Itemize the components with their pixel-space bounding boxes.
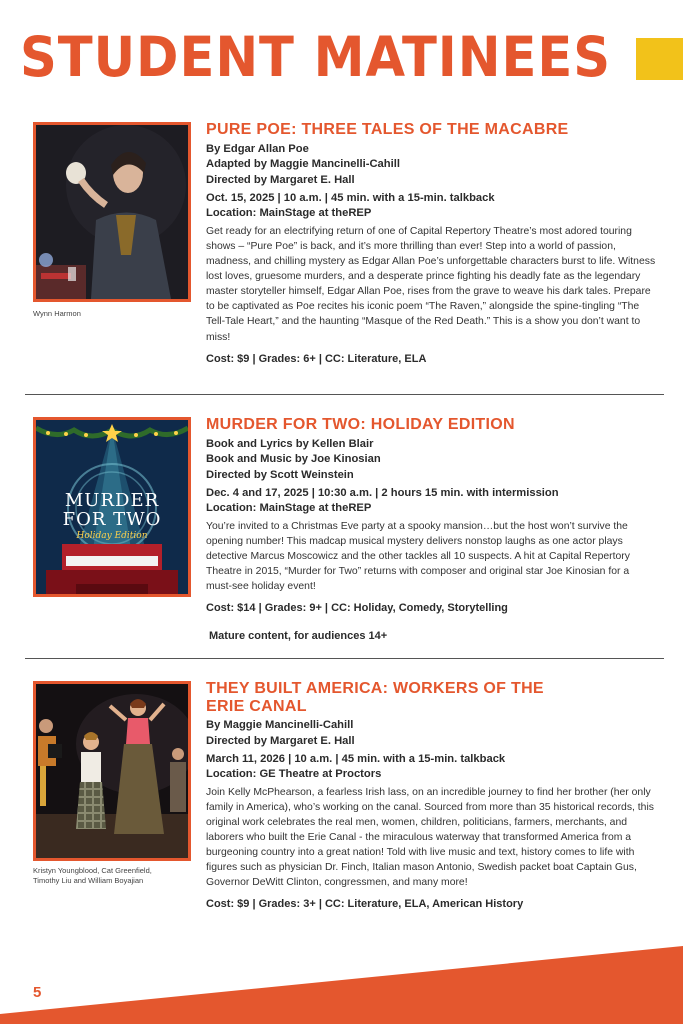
show-title: PURE POE: THREE TALES OF THE MACABRE: [206, 121, 569, 138]
page-title: STUDENT MATINEES: [20, 25, 612, 89]
show-credit: Directed by Margaret E. Hall: [206, 734, 355, 747]
poster-title-line2: FOR TWO: [62, 508, 162, 530]
photo-credit-line: Timothy Liu and William Boyajian: [33, 876, 144, 886]
section-divider: [25, 394, 664, 395]
photo-credit: Wynn Harmon: [33, 309, 81, 318]
show-credit: By Edgar Allan Poe: [206, 142, 309, 155]
show-date: March 11, 2026 | 10 a.m. | 45 min. with a 15-min. talkback: [206, 752, 506, 765]
show-description: You’re invited to a Christmas Eve party at a spooky mansion…but the host won’t survive the opening number! This madcap musical mystery delivers nonstop laughs as one actor plays detective Marcus Moscowicz and the other tackles all 10 suspects. A hit at Capital Repertory Theatre in 2015, “Murder for Two” returns with composer and original star Joe Kinosian for a must-see holiday event!: [206, 520, 630, 593]
show-cost: Cost: $14 | Grades: 9+ | CC: Holiday, Comedy, Storytelling: [206, 602, 508, 615]
show-title: [206, 680, 656, 715]
poster-title-line1: MURDER: [64, 490, 160, 511]
show-credit: Directed by Margaret E. Hall: [206, 173, 355, 186]
show-cost: Cost: $9 | Grades: 6+ | CC: Literature, ELA: [206, 352, 427, 365]
mature-content-note: Mature content, for audiences 14+: [209, 630, 388, 643]
show-cost: Cost: $9 | Grades: 3+ | CC: Literature, ELA, American History: [206, 898, 524, 911]
show-date: Dec. 4 and 17, 2025 | 10:30 a.m. | 2 hours 15 min. with intermission: [206, 486, 559, 499]
show-title: MURDER FOR TWO: HOLIDAY EDITION: [206, 416, 515, 433]
show-credit: Adapted by Maggie Mancinelli-Cahill: [206, 158, 400, 171]
show-murder-for-two: [206, 416, 656, 642]
show-description: Join Kelly McPhearson, a fearless Irish lass, on an incredible journey to find her brother (her only family in America), who’s working on the canal. Sourced from more than 35 historical records, this original work celebrates the real men, women, children, politicians, farmers, merchants, and laborers who built the Erie Canal - the miraculous waterway that transformed America from a burgeoning country into a great nation! Told with live music and text, history comes to life with figures such as physician Dr. Finch, Italian mason Antonio, Swedish packet boat Captain Gus, Governor DeWitt Clinton, congressmen, and many more!: [206, 786, 654, 889]
show-description: Get ready for an electrifying return of one of Capital Repertory Theatre’s most adored touring shows – “Pure Poe” is back, and it’s more thrilling than ever! Step into a world of passion, madness, and chilling mystery as Edgar Allan Poe’s unforgettable characters burst to life. Witness lost loves, gruesome murders, and a desperate prince fighting his deadly fate as the legendary master storyteller himself, Edgar Allan Poe, rises from the grave to weave his dark tales. Prepare to be captivated as Poe recites his iconic poem “The Raven,” alongside the spine-tingling “The Tell-Tale Heart,” and the haunting “Masque of the Red Death.” This is a show you don’t want to miss!: [206, 225, 656, 343]
show-location: Location: MainStage at theREP: [206, 502, 372, 515]
photo-credit-line: Kristyn Youngblood, Cat Greenfield,: [33, 866, 152, 875]
show-location: Location: MainStage at theREP: [206, 207, 372, 220]
show-date: Oct. 15, 2025 | 10 a.m. | 45 min. with a 15-min. talkback: [206, 191, 495, 204]
show-they-built-america: [206, 680, 656, 910]
show-credit: Book and Lyrics by Kellen Blair: [206, 437, 374, 450]
murder-for-two-poster: [33, 417, 191, 597]
poster-subtitle: Holiday Edition: [76, 530, 148, 541]
show-location: Location: GE Theatre at Proctors: [206, 768, 382, 781]
show-credit: Book and Music by Joe Kinosian: [206, 453, 381, 466]
show-credit: Directed by Scott Weinstein: [206, 468, 354, 481]
show-credit: By Maggie Mancinelli-Cahill: [206, 719, 354, 732]
show-title-line: ERIE CANAL: [206, 697, 307, 715]
photo-credit: [33, 866, 152, 886]
footer-decorative-band: [0, 940, 683, 1024]
yellow-accent-block: [636, 38, 683, 80]
they-built-america-photo: [33, 681, 191, 861]
show-pure-poe: [206, 121, 656, 365]
section-divider: [25, 658, 664, 659]
page-number: 5: [33, 984, 42, 1001]
show-title-line: THEY BUILT AMERICA: WORKERS OF THE: [206, 680, 544, 697]
pure-poe-photo: [33, 122, 191, 302]
